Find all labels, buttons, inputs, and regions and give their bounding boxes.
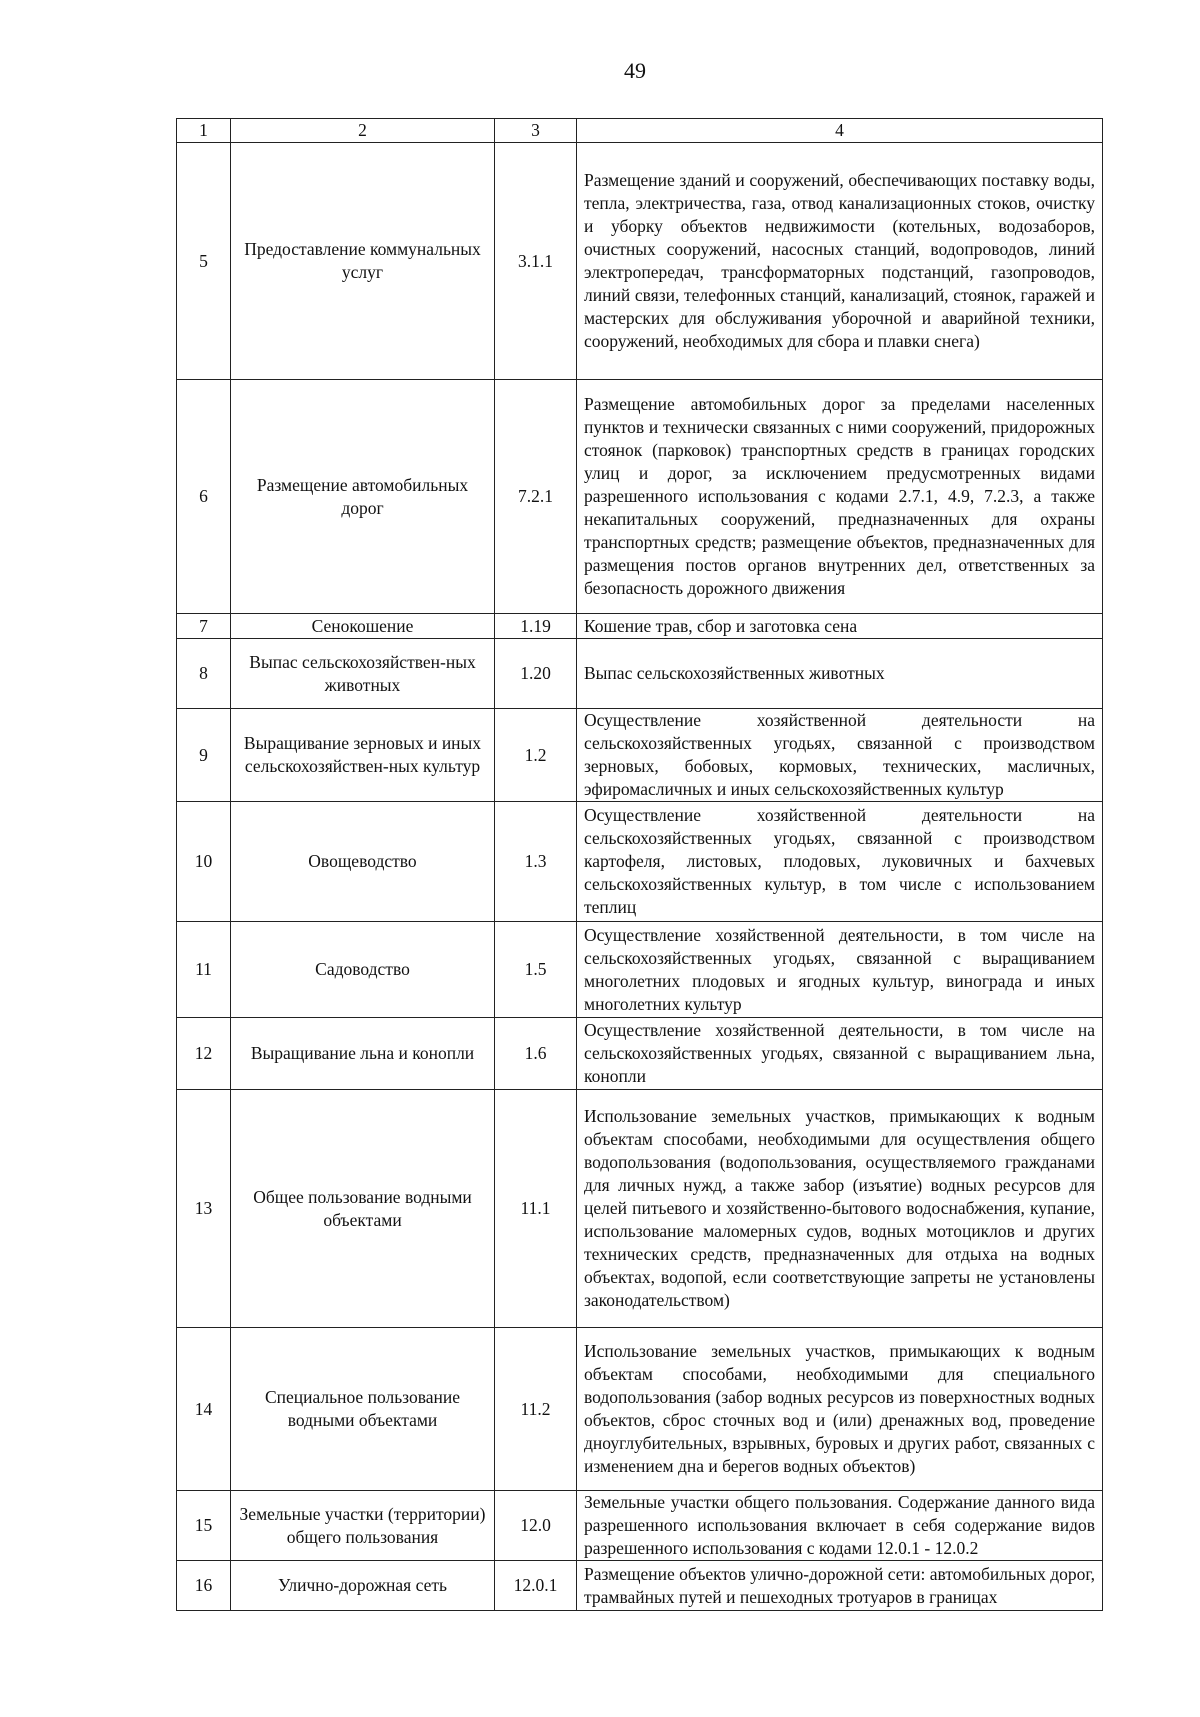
page-number: 49 [624, 58, 646, 83]
row-code: 1.3 [495, 802, 577, 922]
row-name: Выращивание зерновых и иных сельскохозяйствен-ных культур [231, 709, 495, 802]
row-number: 5 [177, 143, 231, 380]
row-code: 1.6 [495, 1018, 577, 1090]
table-row [177, 143, 1103, 380]
row-number: 8 [177, 639, 231, 709]
table-header-row [177, 119, 1103, 143]
table-row [177, 802, 1103, 922]
row-code: 1.2 [495, 709, 577, 802]
row-name: Выращивание льна и конопли [231, 1018, 495, 1090]
row-description: Осуществление хозяйственной деятельности на сельскохозяйственных угодьях, связанной с производством зерновых, бобовых, кормовых, технических, масличных, эфиромасличных и иных сельскохозяйственных культур [577, 709, 1103, 802]
row-name: Земельные участки (территории) общего пользования [231, 1491, 495, 1561]
row-code: 11.2 [495, 1328, 577, 1491]
row-description: Выпас сельскохозяйственных животных [577, 639, 1103, 709]
row-name: Предоставление коммунальных услуг [231, 143, 495, 380]
row-name: Специальное пользование водными объектами [231, 1328, 495, 1491]
land-use-table [176, 118, 1103, 1611]
table-row [177, 922, 1103, 1018]
column-header-name: 2 [231, 119, 495, 143]
row-code: 1.5 [495, 922, 577, 1018]
table-row [177, 380, 1103, 614]
row-name: Овощеводство [231, 802, 495, 922]
row-name: Общее пользование водными объектами [231, 1090, 495, 1328]
row-code: 3.1.1 [495, 143, 577, 380]
table-row [177, 709, 1103, 802]
row-description: Использование земельных участков, примыкающих к водным объектам способами, необходимыми для специального водопользования (забор водных ресурсов из поверхностных водных объектов, сброс сточных вод и (или) дренажных вод, проведение дноуглубительных, взрывных, буровых и других работ, связанных с изменением дна и берегов водных объектов) [577, 1328, 1103, 1491]
row-name: Садоводство [231, 922, 495, 1018]
row-description: Размещение объектов улично-дорожной сети: автомобильных дорог, трамвайных путей и пешеходных тротуаров в границах [577, 1561, 1103, 1611]
row-name: Сенокошение [231, 614, 495, 639]
column-header-description: 4 [577, 119, 1103, 143]
table-row [177, 1491, 1103, 1561]
row-name: Улично-дорожная сеть [231, 1561, 495, 1611]
row-description: Осуществление хозяйственной деятельности, в том числе на сельскохозяйственных угодьях, связанной с выращиванием льна, конопли [577, 1018, 1103, 1090]
table-row [177, 614, 1103, 639]
row-number: 16 [177, 1561, 231, 1611]
row-number: 12 [177, 1018, 231, 1090]
row-description: Кошение трав, сбор и заготовка сена [577, 614, 1103, 639]
row-number: 14 [177, 1328, 231, 1491]
row-number: 10 [177, 802, 231, 922]
table-row [177, 639, 1103, 709]
row-name: Выпас сельскохозяйствен-ных животных [231, 639, 495, 709]
row-code: 7.2.1 [495, 380, 577, 614]
table-row [177, 1561, 1103, 1611]
row-number: 13 [177, 1090, 231, 1328]
row-code: 11.1 [495, 1090, 577, 1328]
row-code: 12.0 [495, 1491, 577, 1561]
row-description: Размещение зданий и сооружений, обеспечивающих поставку воды, тепла, электричества, газа, отвод канализационных стоков, очистку и уборку объектов недвижимости (котельных, водозаборов, очистных сооружений, насосных станций, водопроводов, линий электропередач, трансформаторных подстанций, газопроводов, линий связи, телефонных станций, канализаций, стоянок, гаражей и мастерских для обслуживания уборочной и аварийной техники, сооружений, необходимых для сбора и плавки снега) [577, 143, 1103, 380]
row-code: 1.20 [495, 639, 577, 709]
row-description: Осуществление хозяйственной деятельности на сельскохозяйственных угодьях, связанной с производством картофеля, листовых, плодовых, луковичных и бахчевых сельскохозяйственных культур, в том числе с использованием теплиц [577, 802, 1103, 922]
row-code: 12.0.1 [495, 1561, 577, 1611]
table-row [177, 1328, 1103, 1491]
column-header-number: 1 [177, 119, 231, 143]
row-code: 1.19 [495, 614, 577, 639]
row-description: Использование земельных участков, примыкающих к водным объектам способами, необходимыми для осуществления общего водопользования (водопользования, осуществляемого гражданами для личных нужд, а также забор (изъятие) водных ресурсов для целей питьевого и хозяйственно-бытового водоснабжения, купание, использование маломерных судов, водных мотоциклов и других технических средств, предназначенных для отдыха на водных объектах, водопой, если соответствующие запреты не установлены законодательством) [577, 1090, 1103, 1328]
row-number: 7 [177, 614, 231, 639]
row-description: Земельные участки общего пользования. Содержание данного вида разрешенного использования включает в себя содержание видов разрешенного использования с кодами 12.0.1 - 12.0.2 [577, 1491, 1103, 1561]
row-number: 9 [177, 709, 231, 802]
row-name: Размещение автомобильных дорог [231, 380, 495, 614]
row-number: 15 [177, 1491, 231, 1561]
column-header-code: 3 [495, 119, 577, 143]
row-description: Размещение автомобильных дорог за пределами населенных пунктов и технически связанных с ними сооружений, придорожных стоянок (парковок) транспортных средств в границах городских улиц и дорог, за исключением предусмотренных видами разрешенного использования с кодами 2.7.1, 4.9, 7.2.3, а также некапитальных сооружений, предназначенных для охраны транспортных средств; размещение объектов, предназначенных для размещения постов органов внутренних дел, ответственных за безопасность дорожного движения [577, 380, 1103, 614]
table-row [177, 1018, 1103, 1090]
row-description: Осуществление хозяйственной деятельности, в том числе на сельскохозяйственных угодьях, связанной с выращиванием многолетних плодовых и ягодных культур, винограда и иных многолетних культур [577, 922, 1103, 1018]
row-number: 11 [177, 922, 231, 1018]
table-row [177, 1090, 1103, 1328]
row-number: 6 [177, 380, 231, 614]
